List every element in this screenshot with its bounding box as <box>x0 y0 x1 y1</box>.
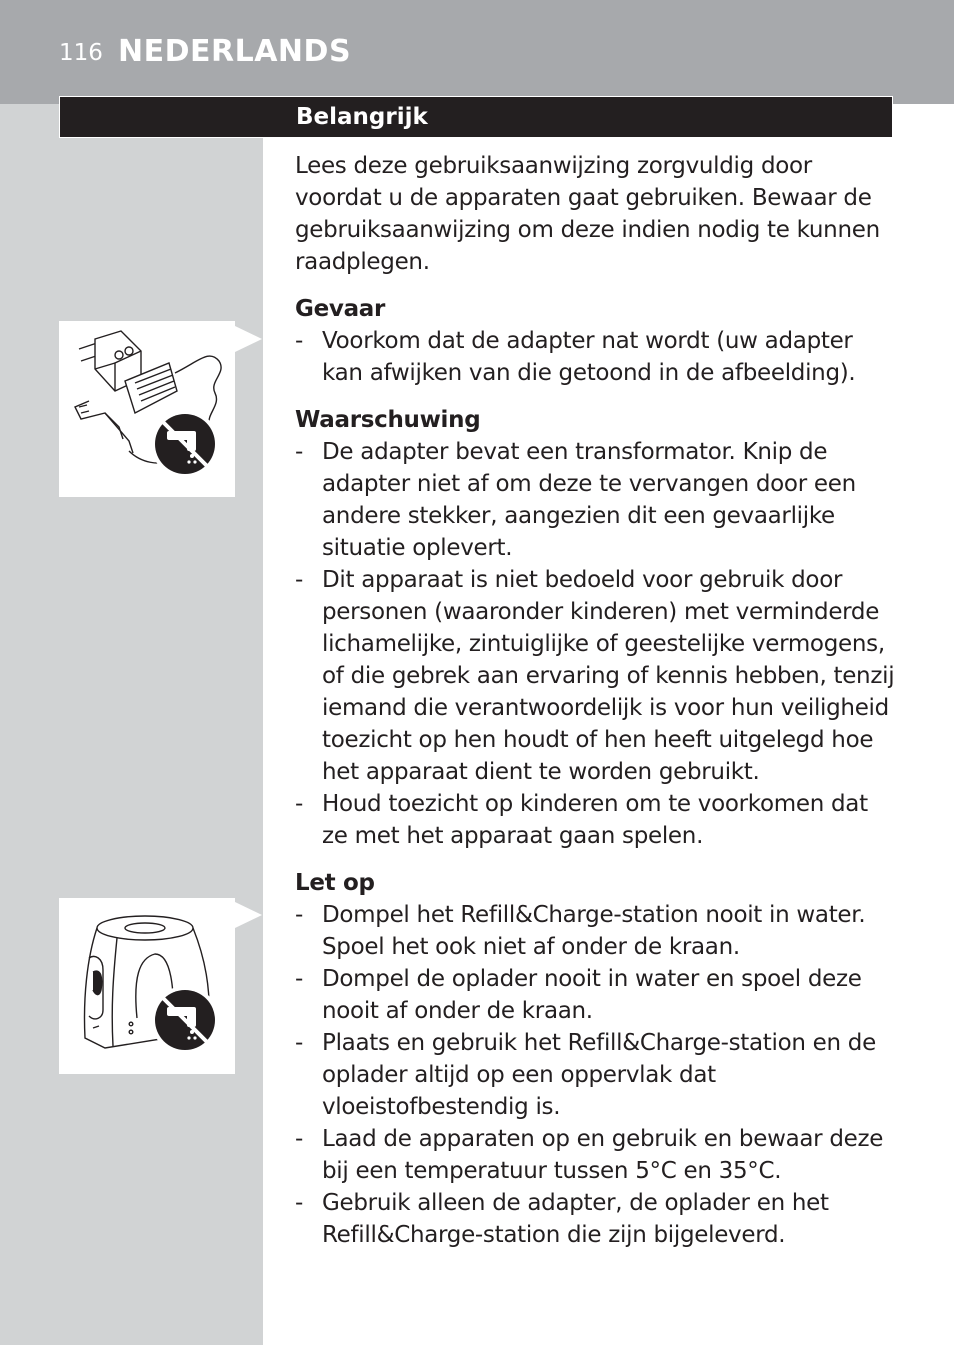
no-water-tap-icon <box>59 898 235 1074</box>
list-item: - Voorkom dat de adapter nat wordt (uw adapter kan afwijken van die getoond in de afbeelding). <box>295 325 895 389</box>
adapter-figure-pointer <box>235 326 262 352</box>
page-number: 116 <box>59 40 103 66</box>
waarschuwing-list <box>295 436 895 852</box>
page-header <box>0 0 954 104</box>
main-content <box>295 150 895 1266</box>
list-item: - Plaats en gebruik het Refill&Charge-station en de oplader altijd op een oppervlak dat vloeistofbestendig is. <box>295 1027 895 1123</box>
intro-paragraph: Lees deze gebruiksaanwijzing zorgvuldig door voordat u de apparaten gaat gebruiken. Bewaar de gebruiksaanwijzing om deze indien nodig te kunnen raadplegen. <box>295 153 880 275</box>
waarschuwing-section <box>295 404 895 852</box>
list-item: - Dompel de oplader nooit in water en spoel deze nooit af onder de kraan. <box>295 963 895 1027</box>
gevaar-section <box>295 293 895 389</box>
list-item: - Houd toezicht op kinderen om te voorkomen dat ze met het apparaat gaan spelen. <box>295 788 895 852</box>
list-item: - Dit apparaat is niet bedoeld voor gebruik door personen (waaronder kinderen) met verminderde lichamelijke, zintuiglijke of geestelijke vermogens, of die gebrek aan ervaring of kennis hebben, tenzij iemand die verantwoordelijk is voor hun veiligheid toezicht op hen houdt of hen heeft uitgelegd hoe het apparaat dient te worden gebruikt. <box>295 564 895 788</box>
section-title: Belangrijk <box>296 104 428 130</box>
no-water-tap-icon <box>59 321 235 497</box>
letop-heading: Let op <box>295 870 375 896</box>
letop-list <box>295 899 895 1251</box>
list-item: - Laad de apparaten op en gebruik en bewaar deze bij een temperatuur tussen 5°C en 35°C. <box>295 1123 895 1187</box>
station-figure-pointer <box>235 902 262 928</box>
list-item: - Dompel het Refill&Charge-station nooit in water. Spoel het ook niet af onder de kraan. <box>295 899 895 963</box>
station-figure <box>59 898 235 1074</box>
letop-section <box>295 867 895 1251</box>
gevaar-list <box>295 325 895 389</box>
list-item: - De adapter bevat een transformator. Knip de adapter niet af om deze te vervangen door een andere stekker, aangezien dit een gevaarlijke situatie oplevert. <box>295 436 895 564</box>
list-item: - Gebruik alleen de adapter, de oplader en het Refill&Charge-station die zijn bijgeleverd. <box>295 1187 895 1251</box>
gevaar-heading: Gevaar <box>295 296 386 322</box>
waarschuwing-heading: Waarschuwing <box>295 407 481 433</box>
section-bar <box>59 96 893 138</box>
adapter-figure <box>59 321 235 497</box>
language-title: NEDERLANDS <box>118 34 352 69</box>
left-sidebar <box>0 104 263 1345</box>
